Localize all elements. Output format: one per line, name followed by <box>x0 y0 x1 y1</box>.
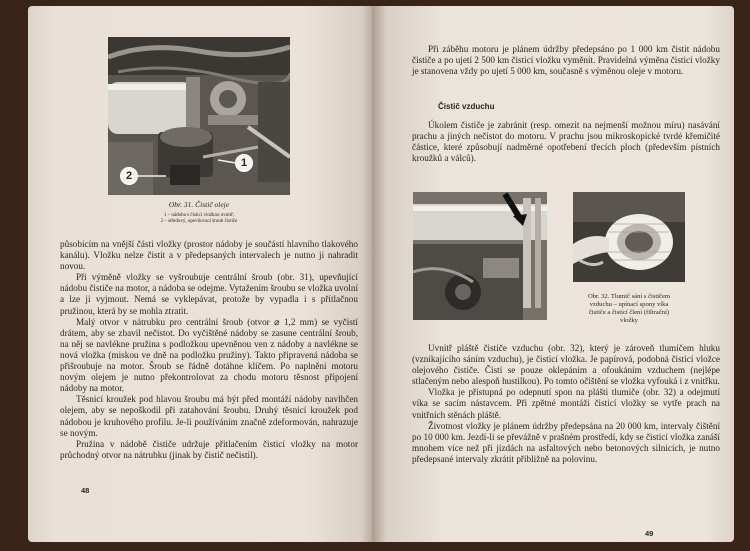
figure-31-legend-1: 1 – nádoba s čisticí vložkou uvnitř; <box>163 213 235 218</box>
figure-31-legend-2: 2 – středový, upevňovací šroub čističe <box>160 219 238 224</box>
right-air-text <box>412 120 720 164</box>
paragraph: Těsnicí kroužek pod hlavou šroubu má být před montáží nádoby navlhčen olejem, aby se nepoškodil při zatahování šroubu. Druhý těsnicí kroužek pod nádobou je kruhového profilu. Je-li používáním značně zdeformován, nahrazuje se novým. <box>60 394 358 438</box>
paragraph: Vložka je přístupná po odepnutí spon na plášti tlumiče (obr. 32) a odejmutí víka se sacím nástavcem. Při zpětné montáži čisticí vložky se vytře prach na vnitřních stěnách pláště. <box>412 387 720 420</box>
right-page <box>372 6 734 542</box>
figure-32-caption-line: Obr. 32. Tlumič sání s čističem <box>587 293 671 300</box>
figure-32-caption-line: čističe a čisticí člení (filtrační) <box>588 309 670 316</box>
filter-element-drawing <box>573 192 685 282</box>
right-body-text <box>412 343 720 465</box>
section-heading: Čistič vzduchu <box>438 102 495 111</box>
paragraph: působícím na vnější části vložky (prostor nádoby je součástí hlavního tlakového kanálu). Vložku nelze čistit a v předepsaných intervalech je nutno ji nahradit novou. <box>60 239 358 272</box>
figure-32-caption <box>571 293 687 325</box>
paragraph: Při výměně vložky se vyšroubuje centrální šroub (obr. 31), upevňující nádobu čističe na motor, a nádoba se odejme. Vytažením šroubu se vložka uvolní a lze ji vyjmout. Nemá se vyklepávat, protože by vypadla i s přítlačnou pružinou, která by se mohla ztratit. <box>60 272 358 316</box>
figure-31-title: Obr. 31. Čistič oleje <box>168 200 230 209</box>
left-page <box>28 6 372 542</box>
air-cleaner-photo-1 <box>413 192 547 320</box>
paragraph: Životnost vložky je plánem údržby předepsána na 20 000 km, intervaly čištění po 10 000 km. Jezdí-li se převážně v prašném prostředí, kdy se čisticí vložka zanáší mnohem více než při jízdách na asfaltových nebo betonových silnicích, je nutno předepsané intervaly zkrátit přibližně na polovinu. <box>412 420 720 464</box>
paragraph: Malý otvor v nátrubku pro centrální šroub (otvor ⌀ 1,2 mm) se vyčistí drátem, aby se zbavil nečistot. Do vyčištěné nádoby se zasune centrální šroub, na něj se navlékne pružina s podložkou upevněnou ven z nádoby a navlékne se nová vložka (miskou ve dně na podložku pružiny). Takto připravená nádoba se přišroubuje na motor. Šroub se řádně dotáhne klíčem. Po naplnění motoru novým olejem je nutno překontrolovat za chodu motoru těsnost připojení nádoby na motor. <box>60 316 358 394</box>
figure-32-caption-line: vložky <box>620 317 638 324</box>
paragraph: Pružina v nádobě čističe udržuje přitlačením čisticí vložky na motor průchodný otvor na nátrubku (jinak by čistič nečistil). <box>60 438 358 460</box>
callout-2: 2 <box>120 167 138 185</box>
callout-1: 1 <box>235 154 253 172</box>
paragraph: Uvnitř pláště čističe vzduchu (obr. 32), který je zároveň tlumičem hluku (vznikajícího sáním vzduchu), je čisticí vložka. Je papírová, podobná čisticí vložce olejového čističe. Čistí se pouze oklepáním a ofoukáním vzduchem (nejlépe stlačeným nebo alespoň hustilkou). Po tomto očištění se vložka vyfouká i z vnitřku. <box>412 343 720 387</box>
air-paragraph: Úkolem čističe je zabránit (resp. omezit na nejmenší možnou míru) nasávání prachu a jiných nečistot do motoru. V prachu jsou mikroskopické tvrdé křemičité částice, které způsobují nadměrné opotřebení třecích ploch (především pístních kroužků a válců). <box>412 120 720 164</box>
left-body-text <box>60 239 358 461</box>
page-number-left: 48 <box>81 486 90 495</box>
intake-silencer-drawing <box>413 192 547 320</box>
right-intro-text <box>412 44 720 77</box>
figure-32-caption-line: vzduchu – upínací spony víka <box>589 301 669 308</box>
oil-filter-photo <box>108 37 290 195</box>
figure-31-caption <box>118 200 280 225</box>
page-number-right: 49 <box>645 529 654 538</box>
air-cleaner-photo-2 <box>573 192 685 282</box>
intro-paragraph: Při záběhu motoru je plánem údržby předepsáno po 1 000 km čistit nádobu čističe a po ujetí 2 500 km čisticí vložku vyměnit. Pravidelná výměna čisticí vložky je stanovena vždy po ujetí 5 000 km, současně s výměnou oleje v motoru. <box>412 44 720 77</box>
